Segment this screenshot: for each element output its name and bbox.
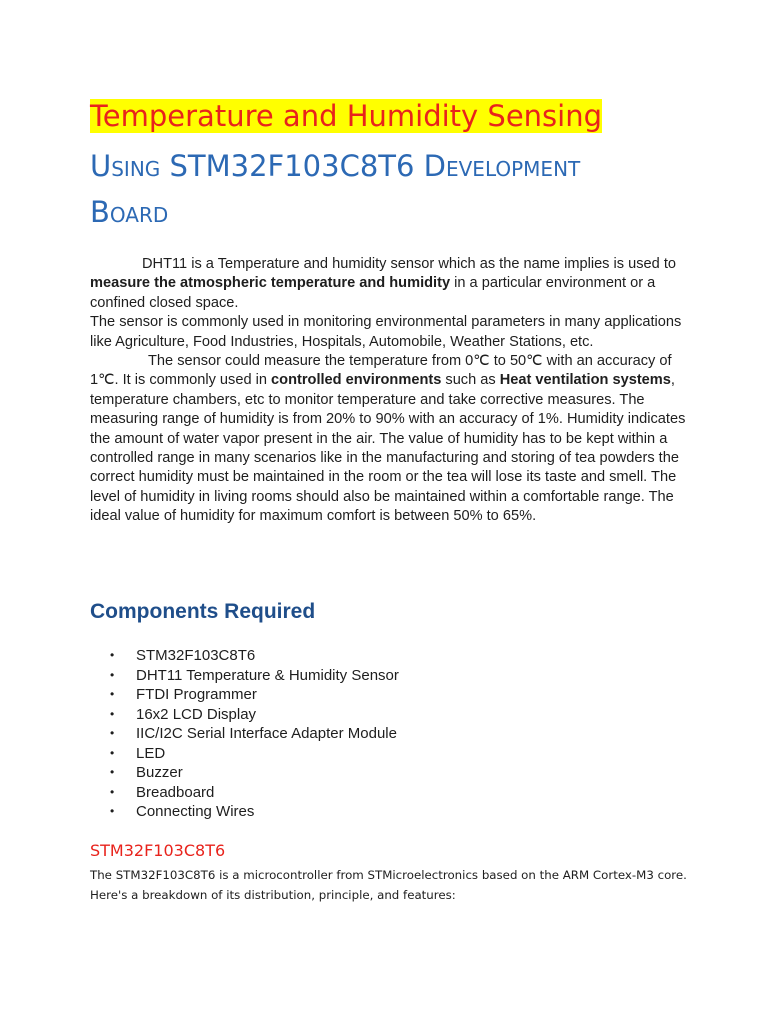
list-item: • Breadboard — [110, 783, 399, 803]
document-subtitle: Using STM32F103C8T6 Development Board — [90, 149, 581, 229]
components-list — [110, 646, 399, 822]
intro-paragraph-1: DHT11 is a Temperature and humidity sensor which as the name implies is used to measure the atmospheric temperature and humidity in a particular environment or a confined closed space. — [90, 256, 677, 311]
list-item: • IIC/I2C Serial Interface Adapter Module — [110, 724, 399, 744]
bold-phrase: measure the atmospheric temperature and humidity — [90, 275, 451, 292]
intro-paragraph-2: The sensor is commonly used in monitoring environmental parameters in many applications like Agriculture, Food Industries, Hospitals, Automobile, Weather Stations, etc. — [90, 314, 682, 350]
stm32-description: The STM32F103C8T6 is a microcontroller from STMicroelectronics based on the ARM Cortex-M3 core. Here's a breakdown of its distribution, principle, and features: — [90, 868, 687, 902]
intro-paragraph-3: The sensor could measure the temperature from 0℃ to 50℃ with an accuracy of 1℃. It is commonly used in controlled environments such as Heat ventilation systems, temperature chambers, etc to monitor temperature and take corrective measures. The measuring range of humidity is from 20% to 90% with an accuracy of 1%. Humidity indicates the amount of water vapor present in the air. The value of humidity has to be kept within a controlled range in many scenarios like in the manufacturing and storing of tea powders the correct humidity must be maintained in the room or the tea will lose its taste and smell. The level of humidity in living rooms should also be maintained within a comfortable range. The ideal value of humidity for maximum comfort is between 50% to 65%. — [90, 353, 686, 525]
list-item: • Connecting Wires — [110, 802, 399, 822]
list-item: • STM32F103C8T6 — [110, 646, 399, 666]
highlighted-title-text: Temperature and Humidity Sensing — [90, 99, 602, 133]
list-item: • DHT11 Temperature & Humidity Sensor — [110, 666, 399, 686]
list-item: • LED — [110, 744, 399, 764]
list-item: • FTDI Programmer — [110, 685, 399, 705]
intro-section — [90, 255, 690, 527]
list-item: • 16x2 LCD Display — [110, 705, 399, 725]
components-heading: Components Required — [90, 600, 316, 623]
list-item: • Buzzer — [110, 763, 399, 783]
document-title — [90, 97, 602, 135]
stm32-heading: STM32F103C8T6 — [90, 841, 226, 860]
bold-phrase: controlled environments — [271, 372, 442, 389]
bold-phrase: Heat ventilation systems — [499, 372, 671, 389]
